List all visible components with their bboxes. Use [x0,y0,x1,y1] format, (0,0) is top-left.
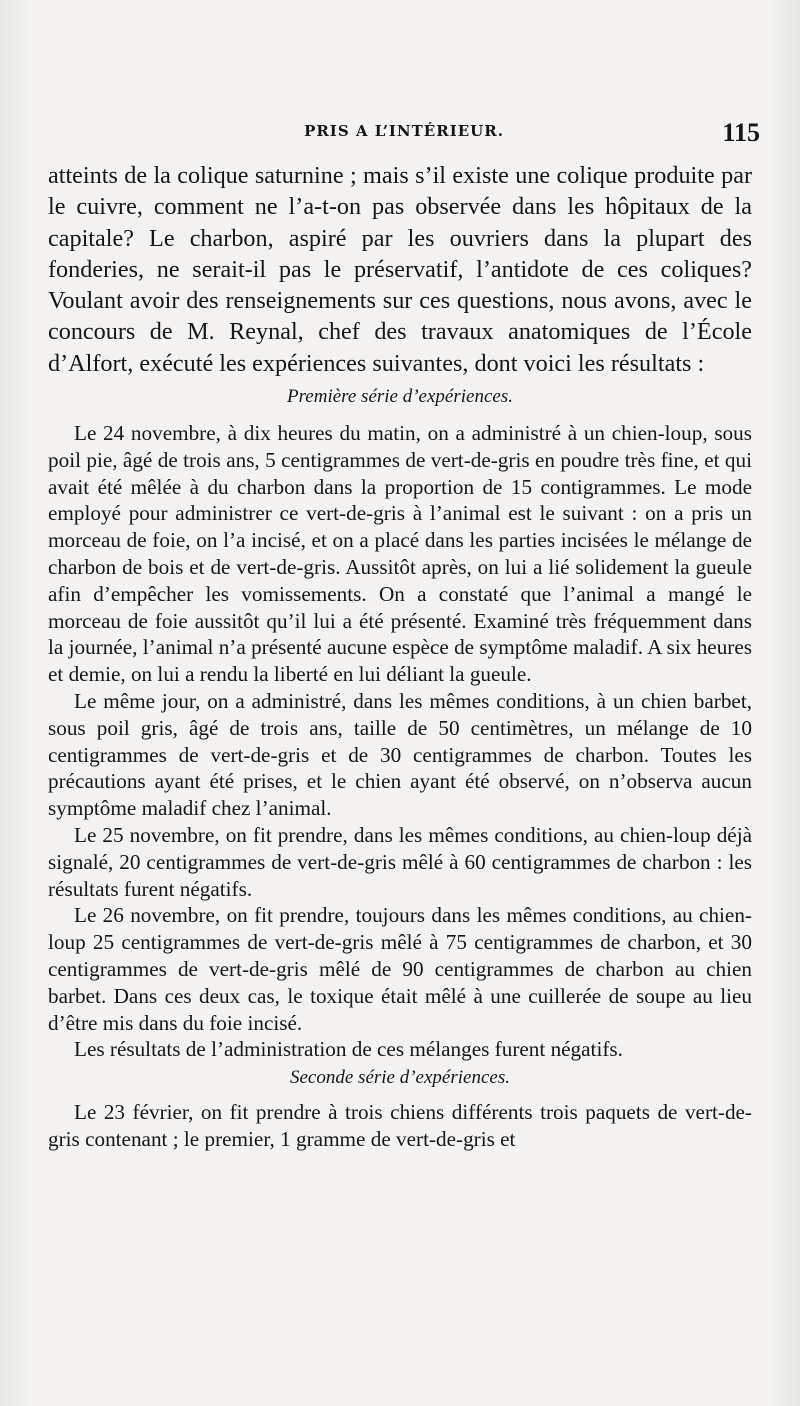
page-number: 115 [722,118,760,147]
paragraph-results: Les résultats de l’administration de ces mélanges furent négatifs. [74,1037,623,1062]
paragraph-intro: atteints de la colique saturnine ; mais s’il existe une colique produite par le cuivre, comment ne l’a-t-on pas observée dans les hôpitaux de la capitale? Le charbon, aspiré par les ouvriers dans la plupart des fonderies, ne serait-il pas le préservatif, l’antidote de ces coliques? Voulant avoir des renseignements sur ces questions, nous avons, avec le concours de M. Reynal, chef des travaux anatomiques de l’École d’Alfort, exécuté les expériences suivantes, dont voici les résultats : [48,162,752,377]
paragraph-same-day: Le même jour, on a administré, dans les mêmes conditions, à un chien barbet, sous poil gris, âgé de trois ans, taille de 50 centimètres, un mélange de 10 centigrammes de vert-de-gris et de 30 centigrammes de charbon. Toutes les précautions ayant été prises, et le chien ayant été observé, on n’observa aucun symptôme maladif chez l’animal. [48,689,752,821]
paragraph-24-november: Le 24 novembre, à dix heures du matin, on a administré à un chien-loup, sous poil pie, âgé de trois ans, 5 centigrammes de vert-de-gris en poudre très fine, et qui avait été mêlée à du charbon dans la proportion de 15 contigrammes. Le mode employé pour administrer ce vert-de-gris à l’animal est le suivant : on a pris un morceau de foie, on l’a incisé, et on a placé dans les parties incisées le mélange de charbon de bois et de vert-de-gris. Aussitôt après, on lui a lié solidement la gueule afin d’empêcher les vomissements. On a constaté que l’animal a mangé le morceau de foie aussitôt qu’il lui a été présenté. Examiné très fréquemment dans la journée, l’animal n’a présenté aucune espèce de symptôme maladif. A six heures et demie, on lui a rendu la liberté en lui déliant la gueule. [48,421,752,687]
page-body [48,160,752,1153]
page-header [48,118,760,148]
section-heading-second-series: Seconde série d’expériences. [290,1067,510,1089]
paragraph-26-november: Le 26 novembre, on fit prendre, toujours dans les mêmes conditions, au chien-loup 25 centigrammes de vert-de-gris mêlé à 75 centigrammes de charbon, et 30 centigrammes de vert-de-gris mêlé de 90 centigrammes de charbon au chien barbet. Dans ces deux cas, le toxique était mêlé à une cuillerée de soupe au lieu d’être mis dans du foie incisé. [48,903,752,1035]
section-heading-first-series: Première série d’expériences. [287,386,513,408]
running-title: PRIS A L’INTÉRIEUR. [304,122,504,140]
paragraph-25-november: Le 25 novembre, on fit prendre, dans les mêmes conditions, au chien-loup déjà signalé, 20 centigrammes de vert-de-gris mêlé à 60 centigrammes de charbon : les résultats furent négatifs. [48,823,752,901]
paragraph-23-february: Le 23 février, on fit prendre à trois chiens différents trois paquets de vert-de-gris contenant ; le premier, 1 gramme de vert-de-gris et [48,1100,752,1151]
